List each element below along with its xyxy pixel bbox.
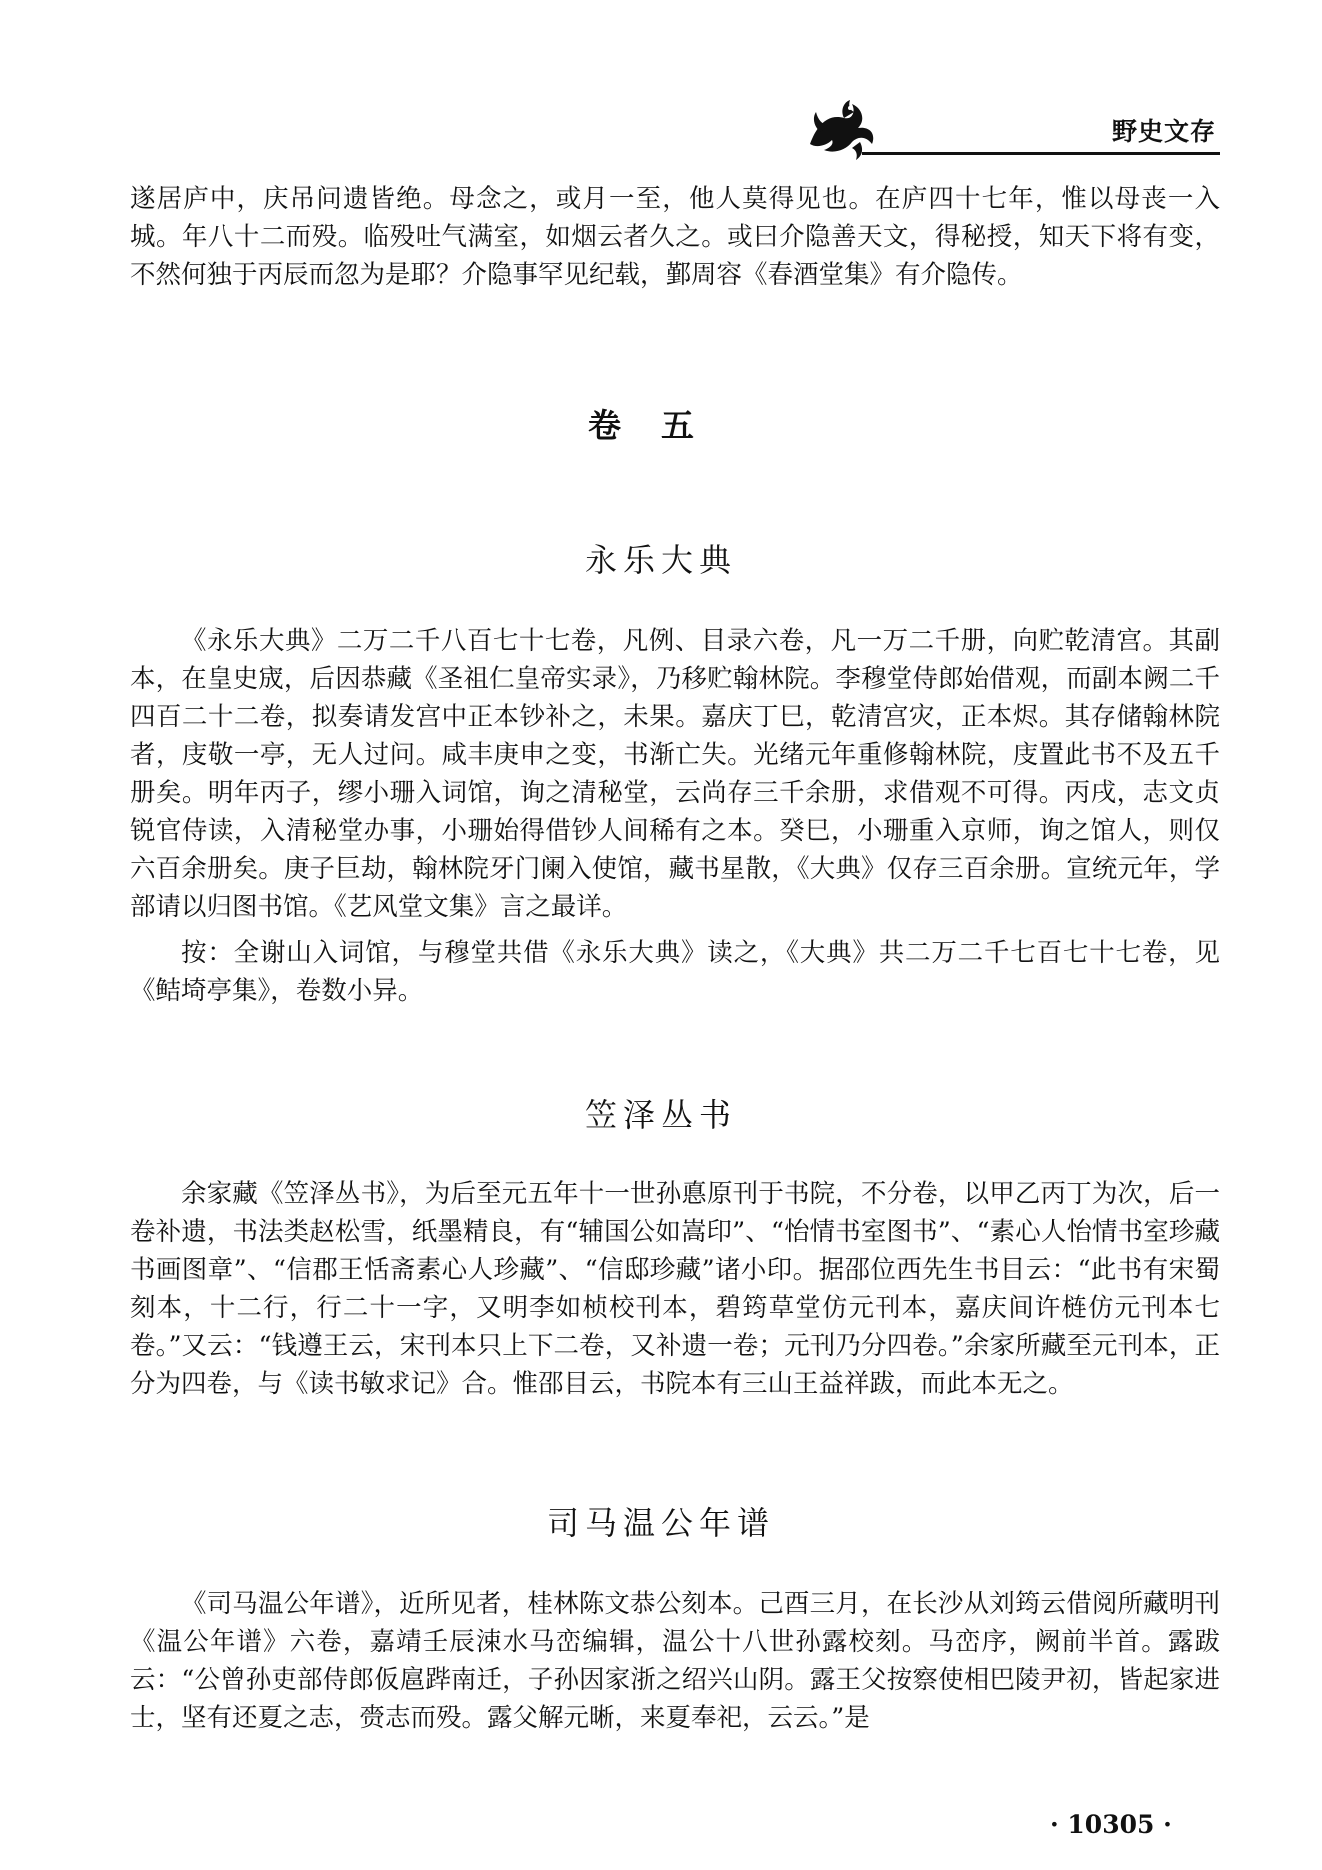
- header-title: 野史文存: [1111, 117, 1216, 146]
- section-title-lize-congshu: 笠泽丛书: [584, 1096, 737, 1134]
- section-body-sima-wengong-nianpu: [130, 1585, 1220, 1737]
- running-header: [800, 92, 1220, 162]
- chapter-title: 卷五: [588, 406, 734, 445]
- section-paragraph: 《司马温公年谱》，近所见者，桂林陈文恭公刻本。己酉三月，在长沙从刘筠云借阅所藏明刊《温公年谱》六卷，嘉靖壬辰涑水马峦编辑，温公十八世孙露校刻。马峦序，阙前半首。露跋云：“公曾孙吏部侍郎仮扈跸南迁，子孙因家浙之绍兴山阴。露王父按察使相巴陵尹初，皆起家进士，坚有还夏之志，赍志而殁。露父解元晰，来夏奉祀，云云。”是: [130, 1589, 1220, 1733]
- section-paragraph: 《永乐大典》二万二千八百七十七卷，凡例、目录六卷，凡一万二千册，向贮乾清宫。其副本，在皇史宬，后因恭藏《圣祖仁皇帝实录》，乃移贮翰林院。李穆堂侍郎始借观，而副本阙二千四百二十二卷，拟奏请发宫中正本钞补之，未果。嘉庆丁巳，乾清宫灾，正本烬。其存储翰林院者，庋敬一亭，无人过问。咸丰庚申之变，书渐亡失。光绪元年重修翰林院，庋置此书不及五千册矣。明年丙子，缪小珊入词馆，询之清秘堂，云尚存三千余册，求借观不可得。丙戌，志文贞锐官侍读，入清秘堂办事，小珊始得借钞人间稀有之本。癸巳，小珊重入京师，询之馆人，则仅六百余册矣。庚子巨劫，翰林院牙门阑入使馆，藏书星散，《大典》仅存三百余册。宣统元年，学部请以归图书馆。《艺风堂文集》言之最详。: [130, 626, 1220, 922]
- section-body-lize-congshu: [130, 1175, 1220, 1403]
- section-title-yongle-dadian: 永乐大典: [584, 541, 737, 579]
- section-paragraph: 按：全谢山入词馆，与穆堂共借《永乐大典》读之，《大典》共二万二千七百七十七卷，见《鲒埼亭集》，卷数小异。: [130, 938, 1220, 1006]
- section-title-sima-wengong-nianpu: 司马温公年谱: [546, 1504, 775, 1542]
- page-number: · 10305 ·: [1050, 1810, 1172, 1839]
- header-rule: [862, 152, 1220, 155]
- intro-paragraph: [130, 180, 1220, 294]
- section-body-yongle-dadian: [130, 622, 1220, 1010]
- section-paragraph: 余家藏《笠泽丛书》，为后至元五年十一世孙悳原刊于书院，不分卷，以甲乙丙丁为次，后一卷补遗，书法类赵松雪，纸墨精良，有“辅国公如嵩印”、“怡情书室图书”、“素心人怡情书室珍藏书画图章”、“信郡王恬斋素心人珍藏”、“信邸珍藏”诸小印。据邵位西先生书目云：“此书有宋蜀刻本，十二行，行二十一字，又明李如桢校刊本，碧筠草堂仿元刊本，嘉庆间许梿仿元刊本七卷。”又云：“钱遵王云，宋刊本只上下二卷，又补遗一卷；元刊乃分四卷。”余家所藏至元刊本，正分为四卷，与《读书敏求记》合。惟邵目云，书院本有三山王益祥跋，而此本无之。: [130, 1179, 1220, 1399]
- intro-paragraph-text: 遂居庐中，庆吊问遗皆绝。母念之，或月一至，他人莫得见也。在庐四十七年，惟以母丧一入城。年八十二而殁。临殁吐气满室，如烟云者久之。或曰介隐善天文，得秘授，知天下将有变，不然何独于丙辰而忽为是耶？介隐事罕见纪载，鄞周容《春酒堂集》有介隐传。: [130, 184, 1220, 290]
